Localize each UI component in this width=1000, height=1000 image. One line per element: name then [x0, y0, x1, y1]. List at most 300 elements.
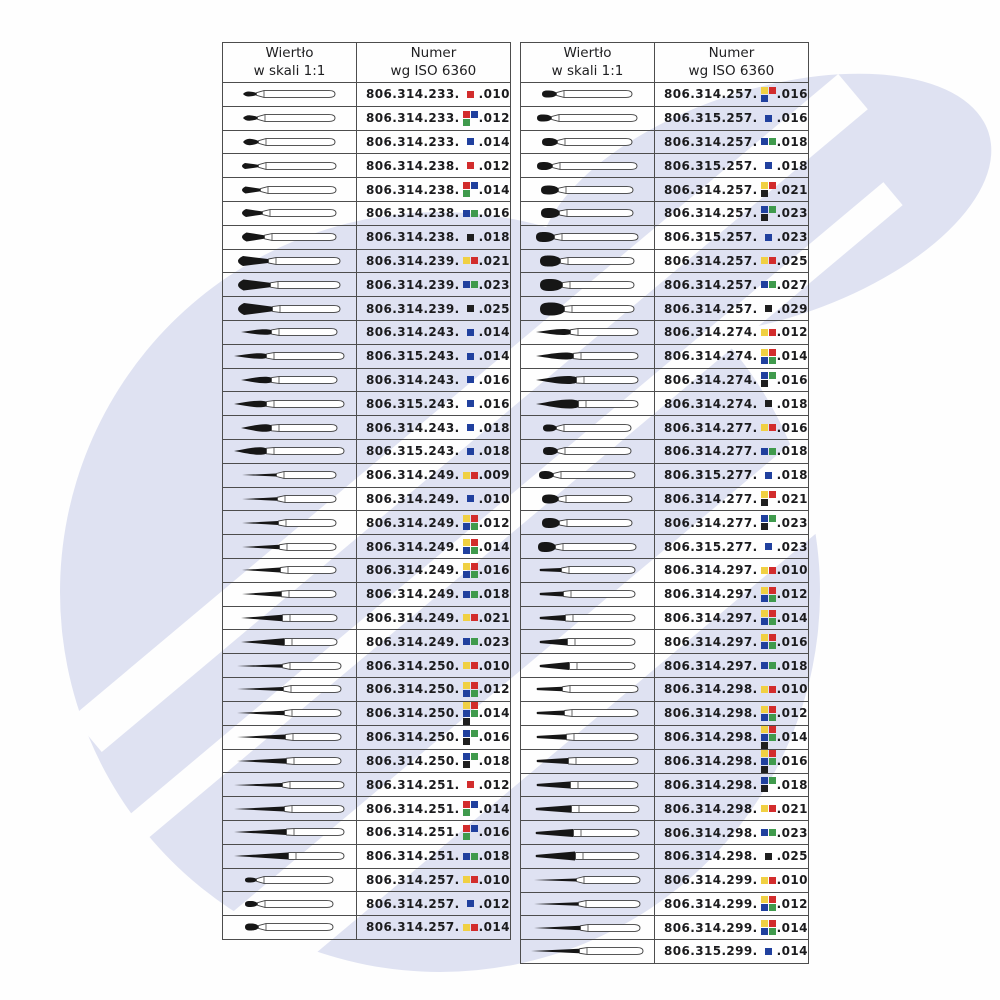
number-cell: [655, 725, 809, 749]
header-row: [223, 43, 511, 83]
iso-code: 806.314.239.: [366, 277, 460, 292]
size-value: .023: [776, 515, 808, 530]
table-row: [521, 249, 809, 273]
grit-square-blue: [463, 730, 470, 737]
iso-code: 806.314.257.: [664, 87, 758, 102]
bur-icon: [542, 83, 634, 105]
grit-square-red: [471, 257, 478, 264]
size-value: .012: [776, 706, 808, 721]
bur-icon: [536, 774, 640, 796]
bur-icon: [540, 298, 636, 320]
grit-square-blue: [761, 595, 768, 602]
iso-code: 806.314.249.: [366, 491, 460, 506]
iso-code: 806.314.249.: [366, 563, 460, 578]
size-value: .010: [478, 491, 510, 506]
table-row: [223, 630, 511, 654]
bur-cell: [223, 725, 357, 749]
table-row: [521, 940, 809, 964]
bur-cell: [223, 106, 357, 130]
grit-square-yellow: [463, 472, 470, 479]
bur-cell: [223, 130, 357, 154]
iso-code: 806.314.299.: [664, 920, 758, 935]
grit-square-black: [761, 766, 768, 773]
bur-cell: [223, 487, 357, 511]
table-row: [223, 368, 511, 392]
grit-squares: [761, 281, 776, 288]
size-value: .012: [776, 325, 808, 340]
bur-icon: [234, 393, 346, 415]
bur-cell: [521, 725, 655, 749]
grit-squares: [761, 610, 776, 625]
iso-code: 806.314.251.: [366, 825, 460, 840]
grit-squares: [463, 662, 478, 669]
size-value: .014: [478, 349, 510, 364]
number-cell: [357, 773, 511, 797]
grit-square-red: [471, 876, 478, 883]
col-header-bur: [521, 43, 655, 83]
table-row: [223, 868, 511, 892]
bur-icon: [242, 559, 338, 581]
table-row: [521, 892, 809, 916]
bur-cell: [521, 582, 655, 606]
grit-square-yellow: [761, 610, 768, 617]
iso-code: 806.314.257.: [664, 253, 758, 268]
bur-icon: [539, 559, 637, 581]
iso-code: 806.315.257.: [664, 230, 758, 245]
bur-icon: [234, 798, 346, 820]
table-row: [223, 83, 511, 107]
number-cell: [357, 749, 511, 773]
iso-code: 806.315.243.: [366, 444, 460, 459]
bur-icon: [234, 774, 346, 796]
size-value: .018: [776, 777, 808, 792]
bur-cell: [223, 582, 357, 606]
bur-icon: [539, 583, 637, 605]
header-row: [521, 43, 809, 83]
grit-square-green: [471, 523, 478, 530]
iso-code: 806.315.257.: [664, 111, 758, 126]
table-row: [521, 630, 809, 654]
bur-icon: [534, 869, 642, 891]
table-row: [223, 344, 511, 368]
bur-cell: [521, 558, 655, 582]
table-row: [521, 916, 809, 940]
grit-square-blue: [761, 928, 768, 935]
bur-cell: [223, 677, 357, 701]
grit-square-green: [769, 206, 776, 213]
size-value: .014: [478, 801, 510, 816]
table-row: [521, 368, 809, 392]
number-cell: [655, 249, 809, 273]
grit-squares: [463, 400, 478, 407]
number-cell: [357, 820, 511, 844]
size-value: .021: [478, 253, 510, 268]
iso-code: 806.314.277.: [664, 444, 758, 459]
bur-icon: [542, 512, 634, 534]
bur-icon: [237, 655, 343, 677]
grit-square-red: [769, 182, 776, 189]
number-cell: [655, 273, 809, 297]
size-value: .016: [478, 825, 510, 840]
grit-square-black: [765, 400, 772, 407]
col-header-number: [655, 43, 809, 83]
grit-square-black: [761, 742, 768, 749]
bur-icon: [242, 488, 338, 510]
number-cell: [655, 154, 809, 178]
grit-square-blue: [761, 515, 768, 522]
number-cell: [655, 439, 809, 463]
bur-cell: [223, 844, 357, 868]
table-row: [223, 106, 511, 130]
number-cell: [357, 701, 511, 725]
iso-code: 806.314.249.: [366, 587, 460, 602]
number-cell: [357, 892, 511, 916]
grit-square-black: [761, 523, 768, 530]
bur-icon: [541, 179, 635, 201]
grit-squares: [761, 491, 776, 506]
number-cell: [357, 130, 511, 154]
grit-square-green: [471, 571, 478, 578]
bur-cell: [521, 249, 655, 273]
grit-square-blue: [761, 662, 768, 669]
table-row: [223, 201, 511, 225]
bur-cell: [223, 558, 357, 582]
iso-code: 806.314.250.: [366, 753, 460, 768]
grit-square-blue: [761, 138, 768, 145]
iso-code: 806.314.298.: [664, 849, 758, 864]
table-row: [223, 749, 511, 773]
bur-icon: [245, 869, 335, 891]
iso-code: 806.314.298.: [664, 801, 758, 816]
number-cell: [357, 558, 511, 582]
number-cell: [655, 463, 809, 487]
bur-cell: [521, 821, 655, 845]
bur-icon: [241, 607, 339, 629]
grit-square-blue: [761, 281, 768, 288]
grit-squares: [463, 876, 478, 883]
bur-cell: [223, 392, 357, 416]
grit-squares: [463, 162, 478, 169]
bur-icon: [538, 536, 638, 558]
grit-square-blue: [761, 448, 768, 455]
grit-squares: [761, 853, 776, 860]
table-row: [521, 535, 809, 559]
iso-code: 806.314.277.: [664, 515, 758, 530]
bur-icon: [539, 655, 637, 677]
bur-cell: [223, 916, 357, 940]
bur-icon: [539, 631, 637, 653]
bur-cell: [223, 773, 357, 797]
iso-code: 806.315.299.: [664, 944, 758, 959]
table-row: [521, 582, 809, 606]
iso-code: 806.314.239.: [366, 253, 460, 268]
grit-square-black: [463, 738, 470, 745]
table-row: [223, 130, 511, 154]
grit-square-green: [769, 734, 776, 741]
grit-square-black: [467, 305, 474, 312]
table-row: [521, 797, 809, 821]
number-cell: [655, 940, 809, 964]
iso-code: 806.314.297.: [664, 587, 758, 602]
grit-square-green: [769, 662, 776, 669]
header-line: wg ISO 6360: [390, 62, 477, 79]
grit-squares: [463, 91, 478, 98]
grit-square-yellow: [761, 182, 768, 189]
bur-cell: [223, 439, 357, 463]
bur-cell: [521, 511, 655, 535]
number-cell: [655, 344, 809, 368]
table-row: [521, 487, 809, 511]
number-cell: [357, 487, 511, 511]
bur-cell: [223, 654, 357, 678]
grit-square-blue: [467, 376, 474, 383]
bur-icon: [237, 750, 343, 772]
bur-cell: [223, 701, 357, 725]
size-value: .018: [776, 444, 808, 459]
iso-code: 806.314.249.: [366, 515, 460, 530]
number-cell: [357, 83, 511, 107]
number-cell: [357, 511, 511, 535]
grit-square-blue: [467, 353, 474, 360]
size-value: .018: [776, 468, 808, 483]
size-value: .016: [478, 372, 510, 387]
grit-square-yellow: [463, 614, 470, 621]
grit-square-green: [463, 833, 470, 840]
table-row: [223, 439, 511, 463]
table-row: [521, 392, 809, 416]
bur-icon: [238, 274, 342, 296]
grit-squares: [761, 349, 776, 364]
number-cell: [357, 844, 511, 868]
number-cell: [655, 630, 809, 654]
grit-square-red: [769, 349, 776, 356]
number-cell: [655, 392, 809, 416]
iso-code: 806.314.243.: [366, 420, 460, 435]
grit-squares: [761, 115, 776, 122]
grit-square-yellow: [463, 539, 470, 546]
grit-square-green: [769, 642, 776, 649]
grit-square-yellow: [761, 686, 768, 693]
grit-square-blue: [467, 900, 474, 907]
size-value: .016: [776, 87, 808, 102]
size-value: .014: [478, 920, 510, 935]
table-row: [521, 654, 809, 678]
grit-squares: [463, 730, 478, 745]
bur-cell: [521, 654, 655, 678]
bur-icon: [542, 488, 634, 510]
iso-code: 806.314.233.: [366, 134, 460, 149]
number-cell: [357, 606, 511, 630]
grit-square-red: [769, 587, 776, 594]
bur-icon: [242, 155, 338, 177]
grit-squares: [463, 182, 478, 197]
grit-square-yellow: [463, 876, 470, 883]
grit-square-yellow: [761, 634, 768, 641]
header-line: Numer: [708, 44, 755, 61]
grit-square-red: [769, 257, 776, 264]
grit-square-blue: [765, 543, 772, 550]
grit-squares: [463, 111, 478, 126]
bur-cell: [223, 463, 357, 487]
grit-squares: [761, 706, 776, 721]
bur-icon: [242, 583, 338, 605]
size-value: .021: [776, 491, 808, 506]
number-cell: [357, 582, 511, 606]
grit-square-yellow: [761, 349, 768, 356]
grit-square-green: [769, 138, 776, 145]
grit-squares: [761, 567, 776, 574]
table-row: [521, 439, 809, 463]
bur-icon: [238, 298, 342, 320]
grit-square-yellow: [761, 424, 768, 431]
grit-squares: [463, 281, 478, 288]
table-row: [521, 463, 809, 487]
grit-square-green: [769, 829, 776, 836]
grit-squares: [761, 726, 776, 749]
grit-squares: [463, 801, 478, 816]
grit-square-blue: [467, 448, 474, 455]
table-row: [223, 677, 511, 701]
grit-square-red: [471, 539, 478, 546]
number-cell: [357, 201, 511, 225]
iso-code: 806.314.238.: [366, 182, 460, 197]
size-value: .014: [776, 610, 808, 625]
grit-square-black: [463, 761, 470, 768]
size-value: .014: [776, 730, 808, 745]
bur-cell: [521, 487, 655, 511]
size-value: .012: [478, 111, 510, 126]
grit-squares: [761, 234, 776, 241]
bur-icon: [531, 940, 645, 962]
table-row: [521, 821, 809, 845]
grit-square-green: [471, 591, 478, 598]
grit-squares: [761, 896, 776, 911]
grit-square-red: [471, 563, 478, 570]
number-cell: [655, 201, 809, 225]
grit-square-red: [471, 682, 478, 689]
size-value: .016: [776, 634, 808, 649]
size-value: .014: [478, 325, 510, 340]
grit-square-yellow: [761, 87, 768, 94]
table-row: [521, 344, 809, 368]
grit-square-yellow: [761, 920, 768, 927]
grit-square-blue: [765, 234, 772, 241]
bur-cell: [521, 201, 655, 225]
table-row: [223, 416, 511, 440]
grit-square-green: [463, 809, 470, 816]
bur-cell: [521, 940, 655, 964]
bur-icon: [234, 440, 346, 462]
bur-cell: [521, 320, 655, 344]
number-cell: [655, 797, 809, 821]
size-value: .010: [478, 872, 510, 887]
bur-icon: [242, 202, 338, 224]
iso-code: 806.314.298.: [664, 730, 758, 745]
bur-icon: [234, 345, 346, 367]
size-value: .016: [776, 420, 808, 435]
grit-square-black: [467, 234, 474, 241]
iso-code: 806.314.238.: [366, 206, 460, 221]
table-row: [223, 178, 511, 202]
iso-code: 806.314.243.: [366, 372, 460, 387]
table-row: [521, 297, 809, 321]
grit-squares: [761, 829, 776, 836]
bur-icon: [237, 678, 343, 700]
iso-code: 806.314.239.: [366, 301, 460, 316]
grit-square-red: [463, 825, 470, 832]
table-row: [521, 201, 809, 225]
table-row: [521, 773, 809, 797]
iso-code: 806.314.298.: [664, 825, 758, 840]
grit-squares: [761, 515, 776, 530]
grit-squares: [761, 877, 776, 884]
grit-square-yellow: [761, 877, 768, 884]
grit-square-yellow: [463, 682, 470, 689]
grit-square-red: [769, 567, 776, 574]
bur-cell: [223, 344, 357, 368]
grit-square-yellow: [761, 257, 768, 264]
grit-square-green: [471, 281, 478, 288]
table-row: [521, 677, 809, 701]
iso-code: 806.314.251.: [366, 801, 460, 816]
iso-code: 806.315.257.: [664, 158, 758, 173]
number-cell: [357, 273, 511, 297]
bur-cell: [521, 368, 655, 392]
table-row: [223, 273, 511, 297]
bur-icon: [540, 274, 636, 296]
grit-square-blue: [761, 357, 768, 364]
iso-code: 806.314.257.: [664, 182, 758, 197]
iso-code: 806.314.277.: [664, 420, 758, 435]
size-value: .029: [776, 301, 808, 316]
grit-square-blue: [471, 111, 478, 118]
table-row: [521, 558, 809, 582]
size-value: .016: [478, 563, 510, 578]
grit-squares: [761, 424, 776, 431]
bur-cell: [521, 701, 655, 725]
iso-code: 806.314.250.: [366, 706, 460, 721]
table-row: [223, 249, 511, 273]
bur-cell: [521, 749, 655, 773]
grit-squares: [463, 515, 478, 530]
size-value: .018: [478, 587, 510, 602]
iso-code: 806.314.297.: [664, 634, 758, 649]
iso-code: 806.314.298.: [664, 682, 758, 697]
size-value: .014: [478, 539, 510, 554]
iso-code: 806.315.243.: [366, 396, 460, 411]
grit-squares: [761, 138, 776, 145]
number-cell: [357, 463, 511, 487]
number-cell: [655, 487, 809, 511]
grit-square-yellow: [463, 515, 470, 522]
table-row: [223, 892, 511, 916]
table-row: [223, 820, 511, 844]
number-cell: [655, 535, 809, 559]
bur-icon: [536, 321, 640, 343]
iso-code: 806.314.298.: [664, 777, 758, 792]
bur-icon: [537, 155, 639, 177]
grit-square-red: [769, 634, 776, 641]
grit-square-blue: [761, 642, 768, 649]
grit-square-green: [769, 618, 776, 625]
bur-icon: [242, 512, 338, 534]
bur-icon: [534, 917, 642, 939]
grit-square-yellow: [761, 329, 768, 336]
size-value: .014: [478, 134, 510, 149]
bur-cell: [521, 225, 655, 249]
grit-square-green: [463, 190, 470, 197]
bur-table-right: [520, 42, 809, 964]
